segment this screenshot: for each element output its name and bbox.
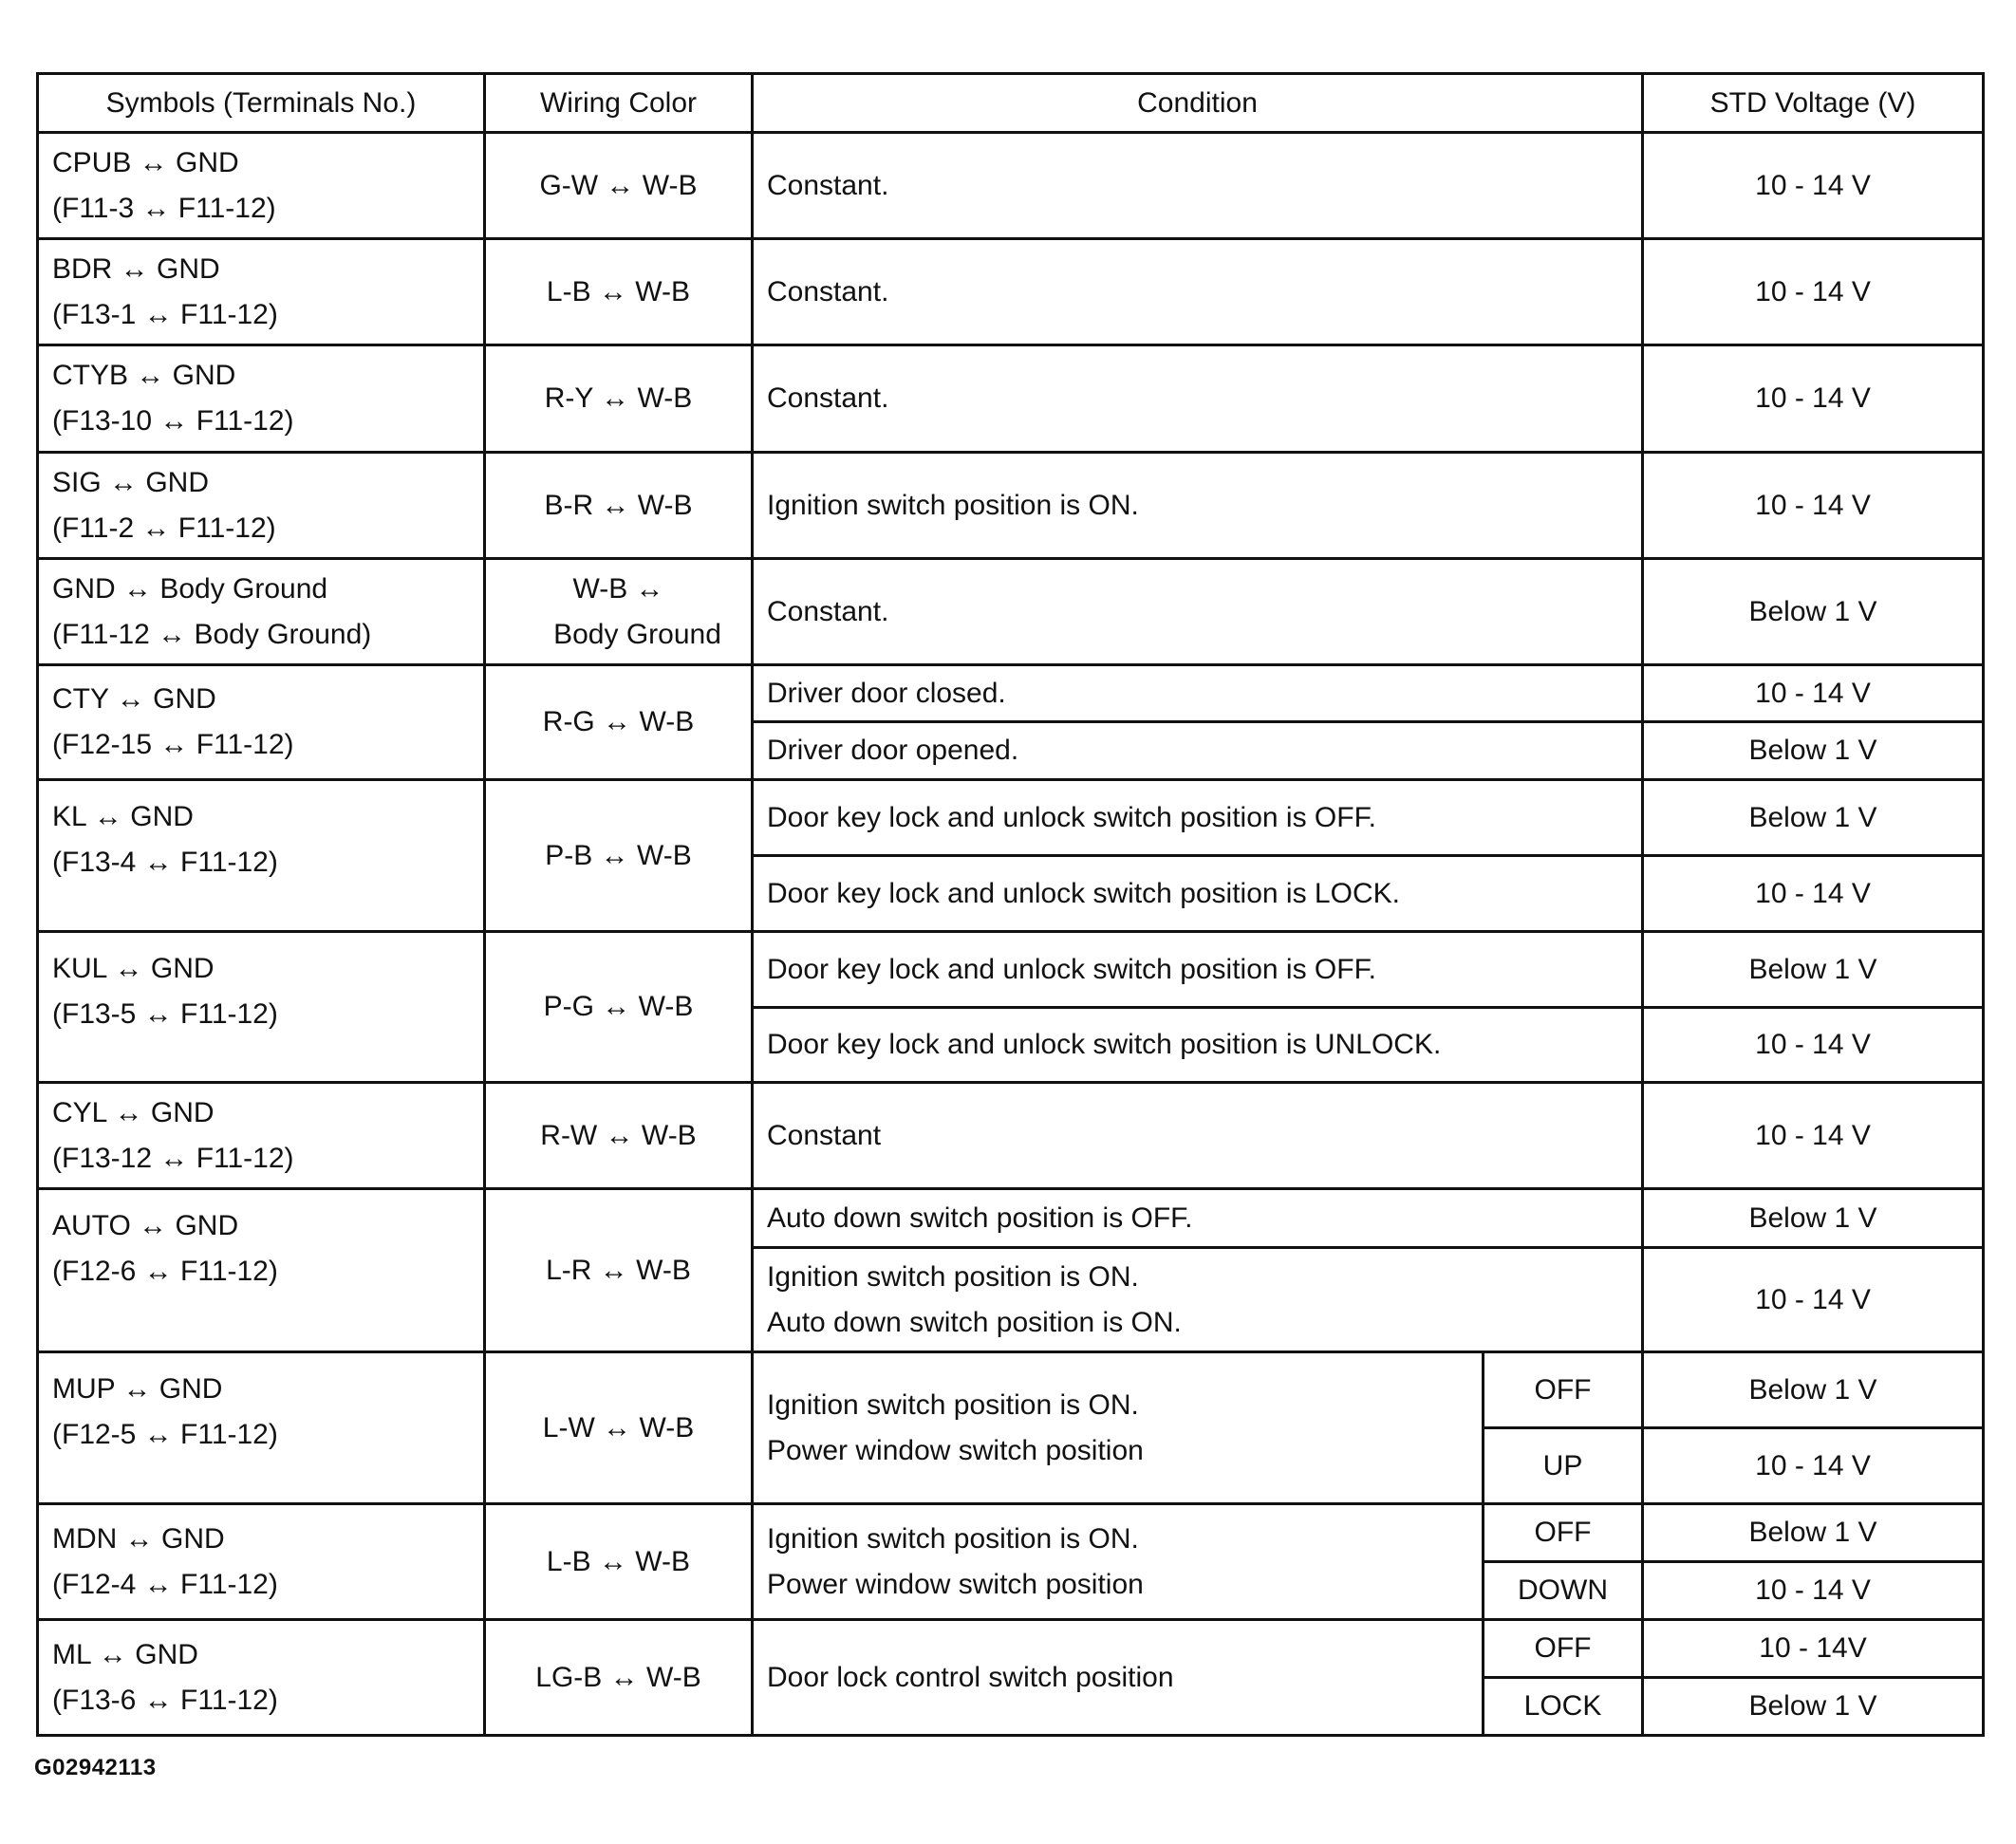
- symbol-cell: KL ↔ GND (F13-4 ↔ F11-12): [38, 780, 485, 932]
- wiring-cell: P-B ↔ W-B: [485, 780, 753, 932]
- voltage-cell: 10 - 14 V: [1643, 453, 1984, 559]
- condition-cell: Ignition switch position is ON.: [753, 453, 1643, 559]
- condition-cell: Driver door opened.: [753, 722, 1643, 780]
- voltage-cell: 10 - 14 V: [1643, 1248, 1984, 1352]
- symbol-cell: CTY ↔ GND (F12-15 ↔ F11-12): [38, 665, 485, 780]
- wiring-cell: R-Y ↔ W-B: [485, 345, 753, 453]
- table-row: [38, 239, 1984, 345]
- switch-position-cell: UP: [1484, 1428, 1643, 1504]
- table-row: [38, 665, 1984, 722]
- table-row: [38, 1352, 1984, 1428]
- wiring-cell: R-G ↔ W-B: [485, 665, 753, 780]
- condition-cell: Door key lock and unlock switch position is OFF.: [753, 780, 1643, 856]
- wiring-cell: P-G ↔ W-B: [485, 932, 753, 1083]
- condition-cell: Constant.: [753, 239, 1643, 345]
- condition-cell: Auto down switch position is OFF.: [753, 1189, 1643, 1248]
- switch-position-cell: OFF: [1484, 1620, 1643, 1678]
- switch-position-cell: OFF: [1484, 1504, 1643, 1562]
- condition-cell: Constant.: [753, 345, 1643, 453]
- table-row: [38, 1620, 1984, 1678]
- condition-cell: Ignition switch position is ON. Auto down switch position is ON.: [753, 1248, 1643, 1352]
- symbol-cell: AUTO ↔ GND (F12-6 ↔ F11-12): [38, 1189, 485, 1352]
- switch-position-cell: OFF: [1484, 1352, 1643, 1428]
- voltage-cell: Below 1 V: [1643, 559, 1984, 665]
- table-row: [38, 780, 1984, 856]
- wiring-cell: R-W ↔ W-B: [485, 1083, 753, 1189]
- voltage-cell: 10 - 14 V: [1643, 133, 1984, 239]
- symbol-cell: CPUB ↔ GND (F11-3 ↔ F11-12): [38, 133, 485, 239]
- voltage-cell: Below 1 V: [1643, 780, 1984, 856]
- terminal-voltage-table: [36, 72, 1985, 1737]
- symbol-cell: SIG ↔ GND (F11-2 ↔ F11-12): [38, 453, 485, 559]
- switch-position-cell: LOCK: [1484, 1678, 1643, 1736]
- voltage-cell: Below 1 V: [1643, 722, 1984, 780]
- wiring-cell: B-R ↔ W-B: [485, 453, 753, 559]
- condition-cell: Constant.: [753, 133, 1643, 239]
- symbol-cell: CYL ↔ GND (F13-12 ↔ F11-12): [38, 1083, 485, 1189]
- wiring-cell: L-W ↔ W-B: [485, 1352, 753, 1504]
- table-row: [38, 133, 1984, 239]
- symbol-cell: GND ↔ Body Ground (F11-12 ↔ Body Ground): [38, 559, 485, 665]
- voltage-cell: 10 - 14 V: [1643, 856, 1984, 932]
- wiring-cell: L-R ↔ W-B: [485, 1189, 753, 1352]
- table-row: [38, 559, 1984, 665]
- wiring-cell: LG-B ↔ W-B: [485, 1620, 753, 1736]
- table-row: [38, 453, 1984, 559]
- symbol-cell: KUL ↔ GND (F13-5 ↔ F11-12): [38, 932, 485, 1083]
- voltage-cell: 10 - 14 V: [1643, 1008, 1984, 1083]
- symbol-cell: MDN ↔ GND (F12-4 ↔ F11-12): [38, 1504, 485, 1620]
- table-row: [38, 932, 1984, 1008]
- voltage-cell: 10 - 14 V: [1643, 239, 1984, 345]
- voltage-cell: Below 1 V: [1643, 1189, 1984, 1248]
- condition-cell: Constant: [753, 1083, 1643, 1189]
- switch-position-cell: DOWN: [1484, 1562, 1643, 1620]
- header-std-voltage: STD Voltage (V): [1643, 74, 1984, 133]
- wiring-cell: G-W ↔ W-B: [485, 133, 753, 239]
- voltage-cell: 10 - 14 V: [1643, 1083, 1984, 1189]
- wiring-cell: W-B ↔ Body Ground: [485, 559, 753, 665]
- voltage-cell: Below 1 V: [1643, 932, 1984, 1008]
- header-symbols: Symbols (Terminals No.): [38, 74, 485, 133]
- condition-cell: Door key lock and unlock switch position is OFF.: [753, 932, 1643, 1008]
- condition-cell: Driver door closed.: [753, 665, 1643, 722]
- table-row: [38, 1504, 1984, 1562]
- voltage-cell: 10 - 14 V: [1643, 1562, 1984, 1620]
- symbol-cell: BDR ↔ GND (F13-1 ↔ F11-12): [38, 239, 485, 345]
- voltage-cell: Below 1 V: [1643, 1352, 1984, 1428]
- condition-cell: Ignition switch position is ON. Power window switch position: [753, 1504, 1484, 1620]
- wiring-cell: L-B ↔ W-B: [485, 239, 753, 345]
- table-row: [38, 1083, 1984, 1189]
- table-row: [38, 345, 1984, 453]
- condition-cell: Constant.: [753, 559, 1643, 665]
- voltage-cell: Below 1 V: [1643, 1678, 1984, 1736]
- header-row: [38, 74, 1984, 133]
- symbol-cell: ML ↔ GND (F13-6 ↔ F11-12): [38, 1620, 485, 1736]
- voltage-cell: 10 - 14 V: [1643, 345, 1984, 453]
- table-row: [38, 1189, 1984, 1248]
- condition-cell: Door key lock and unlock switch position is UNLOCK.: [753, 1008, 1643, 1083]
- header-condition: Condition: [753, 74, 1643, 133]
- voltage-cell: Below 1 V: [1643, 1504, 1984, 1562]
- wiring-cell: L-B ↔ W-B: [485, 1504, 753, 1620]
- symbol-cell: CTYB ↔ GND (F13-10 ↔ F11-12): [38, 345, 485, 453]
- figure-code: G02942113: [34, 1755, 157, 1780]
- condition-cell: Door key lock and unlock switch position is LOCK.: [753, 856, 1643, 932]
- condition-cell: Ignition switch position is ON. Power window switch position: [753, 1352, 1484, 1504]
- symbol-cell: MUP ↔ GND (F12-5 ↔ F11-12): [38, 1352, 485, 1504]
- voltage-cell: 10 - 14 V: [1643, 1428, 1984, 1504]
- condition-cell: Door lock control switch position: [753, 1620, 1484, 1736]
- voltage-cell: 10 - 14 V: [1643, 665, 1984, 722]
- header-wiring-color: Wiring Color: [485, 74, 753, 133]
- voltage-cell: 10 - 14V: [1643, 1620, 1984, 1678]
